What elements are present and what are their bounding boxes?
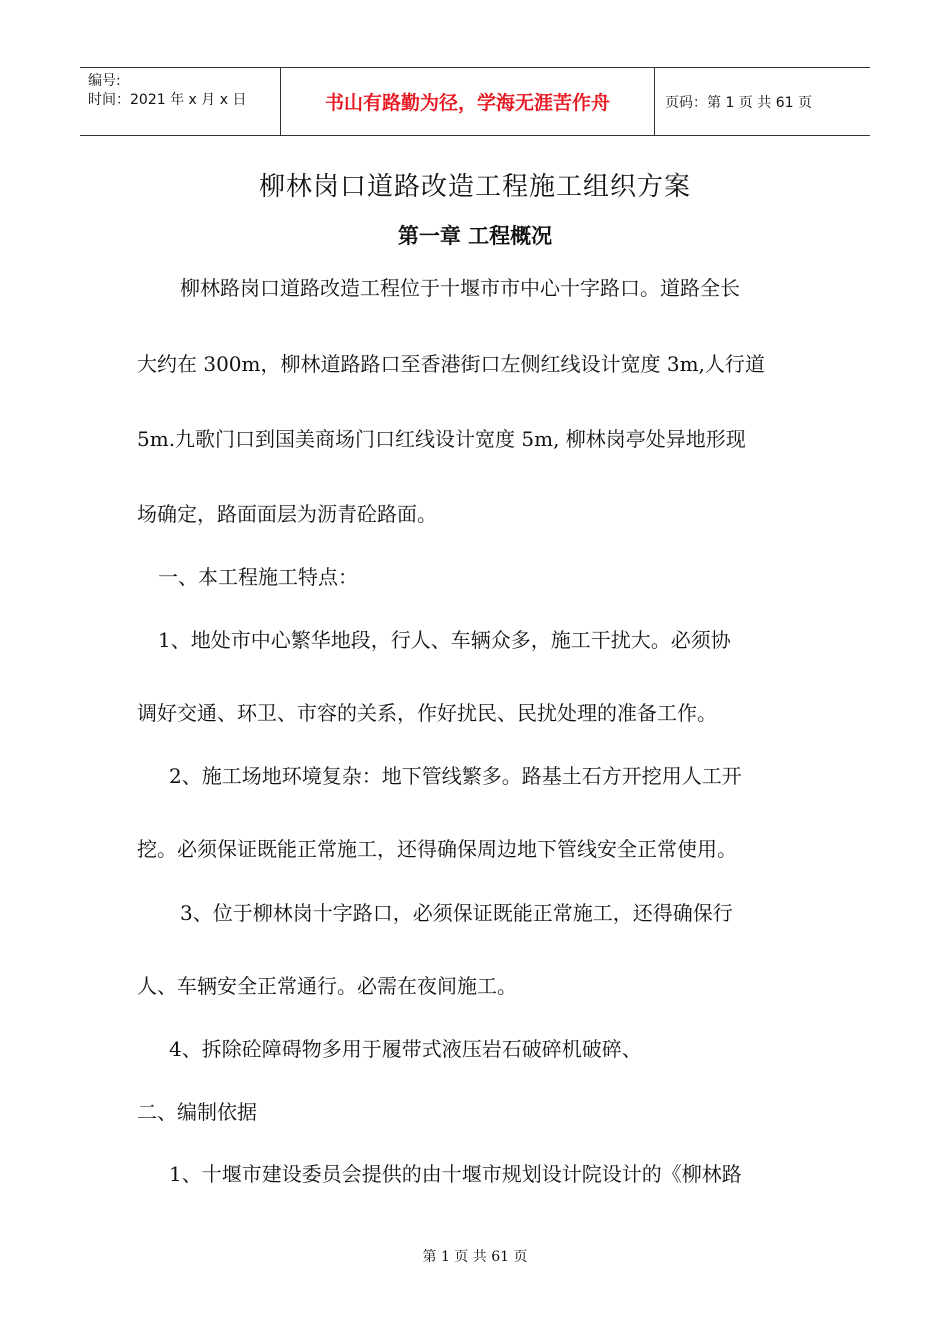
body-line: 4、拆除砼障碍物多用于履带式液压岩石破碎机破碎、 [169,1037,642,1061]
body-line: 调好交通、环卫、市容的关系，作好扰民、民扰处理的准备工作。 [137,701,717,725]
body-line: 挖。必须保证既能正常施工，还得确保周边地下管线安全正常使用。 [137,837,737,861]
section-heading: 二、编制依据 [137,1100,257,1124]
header-page-info: 页码：第 1 页 共 61 页 [665,94,812,111]
header-meta-cell [80,68,281,135]
header-table [80,67,870,136]
body-line: 场确定，路面面层为沥青砼路面。 [137,502,437,526]
body-line: 1、地处市中心繁华地段，行人、车辆众多，施工干扰大。必须协 [158,628,731,652]
chapter-heading: 第一章 工程概况 [397,224,553,248]
section-heading: 一、本工程施工特点： [158,565,358,589]
document-number-label: 编号: [88,73,121,89]
page-footer: 第 1 页 共 61 页 [422,1249,528,1265]
body-line: 大约在 300m，柳林道路路口至香港街口左侧红线设计宽度 3m,人行道 [137,352,765,376]
body-line: 柳林路岗口道路改造工程位于十堰市市中心十字路口。道路全长 [180,276,740,300]
body-line: 1、十堰市建设委员会提供的由十堰市规划设计院设计的《柳林路 [169,1162,742,1186]
document-date-label: 时间：2021 年 x 月 x 日 [88,92,247,108]
body-line: 人、车辆安全正常通行。必需在夜间施工。 [137,974,517,998]
header-motto: 书山有路勤为径，学海无涯苦作舟 [281,68,655,135]
body-line: 3、位于柳林岗十字路口，必须保证既能正常施工，还得确保行 [180,901,733,925]
body-line: 2、施工场地环境复杂：地下管线繁多。路基土石方开挖用人工开 [169,764,742,788]
body-line: 5m.九歌门口到国美商场门口红线设计宽度 5m, 柳林岗亭处异地形现 [137,427,746,451]
document-title: 柳林岗口道路改造工程施工组织方案 [258,172,691,202]
